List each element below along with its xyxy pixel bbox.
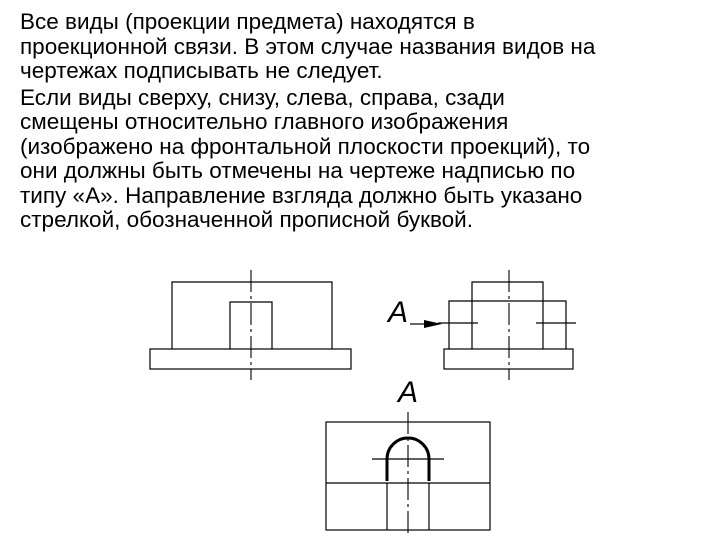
side-view-body bbox=[449, 301, 566, 349]
text-line: Если виды сверху, снизу, слева, справа, сзади bbox=[20, 84, 505, 110]
text-line: они должны быть отмечены на чертеже надписью по bbox=[20, 158, 576, 183]
side-view bbox=[438, 270, 576, 380]
text-line: проекционной связи. В этом случае названия видов на bbox=[20, 33, 596, 59]
side-view-top bbox=[472, 282, 543, 301]
front-view bbox=[150, 270, 351, 380]
text-line: (изображено на фронтальной плоскости проекций), то bbox=[20, 133, 591, 159]
view-letter: A bbox=[398, 376, 419, 409]
text-line: стрелкой, обозначенной прописной буквой. bbox=[20, 207, 473, 232]
view-a bbox=[326, 412, 490, 535]
front-view-body bbox=[172, 282, 332, 349]
text-line: чертежах подписывать не следует. bbox=[20, 58, 383, 83]
text-line: типу «А». Направление взгляда должно быть указано bbox=[20, 182, 583, 208]
text-line: смещены относительно главного изображения bbox=[20, 109, 509, 134]
arrow-letter: A bbox=[388, 296, 409, 329]
view-direction-arrow bbox=[386, 296, 442, 329]
text-line: Все виды (проекции предмета) находятся в bbox=[20, 9, 475, 34]
arrow-head bbox=[424, 320, 442, 328]
